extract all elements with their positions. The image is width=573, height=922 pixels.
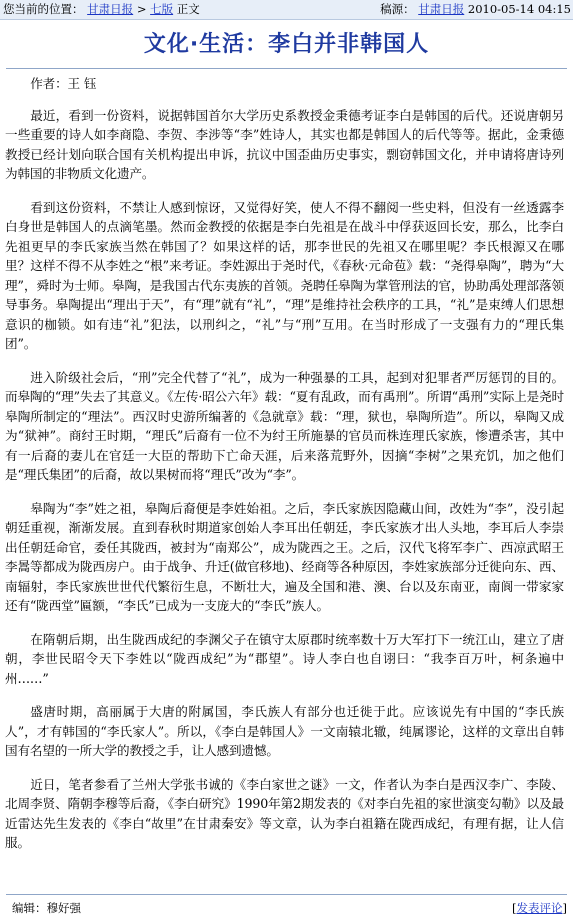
breadcrumb-link-paper[interactable]: 甘肃日报: [87, 2, 134, 16]
editor-credit: 编辑：穆好强: [12, 901, 81, 915]
article-paragraph: 近日，笔者参看了兰州大学张书诚的《李白家世之谜》一文，作者认为李白是西汉李广、李陵、北周李贤、隋朝李穆等后裔，《李白研究》1990年第2期发表的《对李白先祖的家世演变勾勒》以及最近雷达先生发表的《李白“故里”在甘肃秦安》等文章，认为李白祖籍在陇西成纪，有理有据，让人信服。: [5, 776, 564, 850]
publish-datetime: 2010-05-14 04:15: [467, 2, 571, 16]
article-paragraph: 最近，看到一份资料，说据韩国首尔大学历史系教授金秉德考证李白是韩国的后代。还说唐朝另一些重要的诗人如李商隐、李贺、李涉等“李”姓诗人，其实也都是韩国人的后代等等。据此，金秉德教授已经计划向联合国有关机构提出申诉，抗议中国歪曲历史事实，剽窃韩国文化，并申请将唐诗列为韩国的非物质文化遗产。: [5, 107, 564, 181]
article-paragraph: 盛唐时期，高丽属于大唐的附属国，李氏族人有部分也迁徙于此。应该说先有中国的“李氏族人”，才有韩国的“李氏家人”。所以，《李白是韩国人》一文南辕北辙，纯属谬论，这样的文章出自韩国有名望的一所大学的教授之手，让人感到遗憾。: [5, 704, 564, 758]
post-comment-link[interactable]: 发表评论: [516, 901, 563, 915]
article-footer: [0, 898, 573, 918]
article-title: 文化·生活：李白并非韩国人: [143, 32, 430, 57]
footer-divider: [6, 894, 567, 895]
source-info: [380, 0, 571, 19]
comment-link-wrapper: [发表评论]: [512, 901, 567, 915]
breadcrumb-separator: >: [136, 2, 147, 16]
article-paragraph: 在隋朝后期，出生陇西成纪的李渊父子在镇守太原郡时统率数十万大军打下一统江山，建立了唐朝，李世民昭令天下李姓以“陇西成纪”为“郡望”。诗人李白也自诩曰：“我李百万叶，柯条遍中州……”: [5, 631, 564, 686]
source-link-paper[interactable]: 甘肃日报: [418, 2, 465, 16]
article-body: [5, 74, 564, 867]
title-divider: [6, 68, 567, 69]
article-paragraph: 皋陶为“李”姓之祖，皋陶后裔便是李姓始祖。之后，李氏家族因隐藏山间，改姓为“李”，没引起朝廷重视，渐渐发展。直到春秋时期道家创始人李耳出任朝廷，李氏家族才出人头地，李耳后人李崇出任朝廷命官，委任其陇西，被封为“南郑公”，成为陇西之王。之后，汉代飞将军李广、西凉武昭王李暠等都成为陇西房户。由于战争、升迁(做官移地)、经商等各种原因，李姓家族部分迁徙向东、西、南辐射，李氏家族世世代代繁衍生息，不断壮大，遍及全国和港、澳、台以及东南亚，南阆一带家家还有“陇西堂”匾额，“李氏”已成为一支庞大的“李氏”族人。: [5, 500, 564, 613]
breadcrumb-prefix: 您当前的位置：: [3, 2, 84, 16]
source-label: 稿源：: [380, 2, 415, 16]
breadcrumb-link-section[interactable]: 七版: [150, 2, 174, 16]
article-paragraph: 看到这份资料，不禁让人感到惊讶，又觉得好笑，使人不得不翻阅一些史料，但没有一丝透露李白身世是韩国人的点滴笔墨。然而金教授的依据是李白先祖是在战斗中俘获返回长安，那么，比李白先祖更早的李氏家族当然在韩国了？如果这样的话，那李世民的先祖又在哪里呢？李氏根源又在哪里？这样不得不从李姓之“根”来考证。李姓源出于尧时代，《春秋·元命苞》载：“尧得皋陶”，聘为“大理”，舜时为士师。皋陶，是我国古代东夷族的首领。尧聘任皋陶为掌管刑法的官，协助禹处理部落领导事务。皋陶提出“理出于天”，有“理”就有“礼”，“理”是维持社会秩序的工具，“礼”是束缚人们思想意识的枷锁。如有违“礼”犯法，以刑纠之，“礼”与“刑”互用。在当时形成了一支强有力的“理氏集团”。: [5, 199, 564, 351]
top-info-bar: [0, 0, 573, 20]
article-paragraph: 进入阶级社会后，“刑”完全代替了“礼”，成为一种强暴的工具，起到对犯罪者严厉惩罚的目的。而皋陶的“理”失去了其意义。《左传·昭公六年》载：“夏有乱政，而有禹刑”。所谓“禹刑”实际上是尧时皋陶所制定的“理法”。西汉时史游所编著的《急就章》载：“理，狱也，皋陶所造”。所以，皋陶又成为“狱神”。商纣王时期，“理氏”后裔有一位不为纣王所施暴的官员而株连理氏家族，惨遭杀害，其中有一后裔的妻儿在官廷一大臣的帮助下亡命天涯，后来落荒野外，因摘“李树”之果充饥，加之他们是“理氏集团”的后裔，故以果树而将“理氏”改为“李”。: [5, 369, 564, 482]
article-author: 作者：王 钰: [30, 76, 97, 91]
breadcrumb: [3, 0, 200, 19]
breadcrumb-current: 正文: [176, 2, 200, 16]
